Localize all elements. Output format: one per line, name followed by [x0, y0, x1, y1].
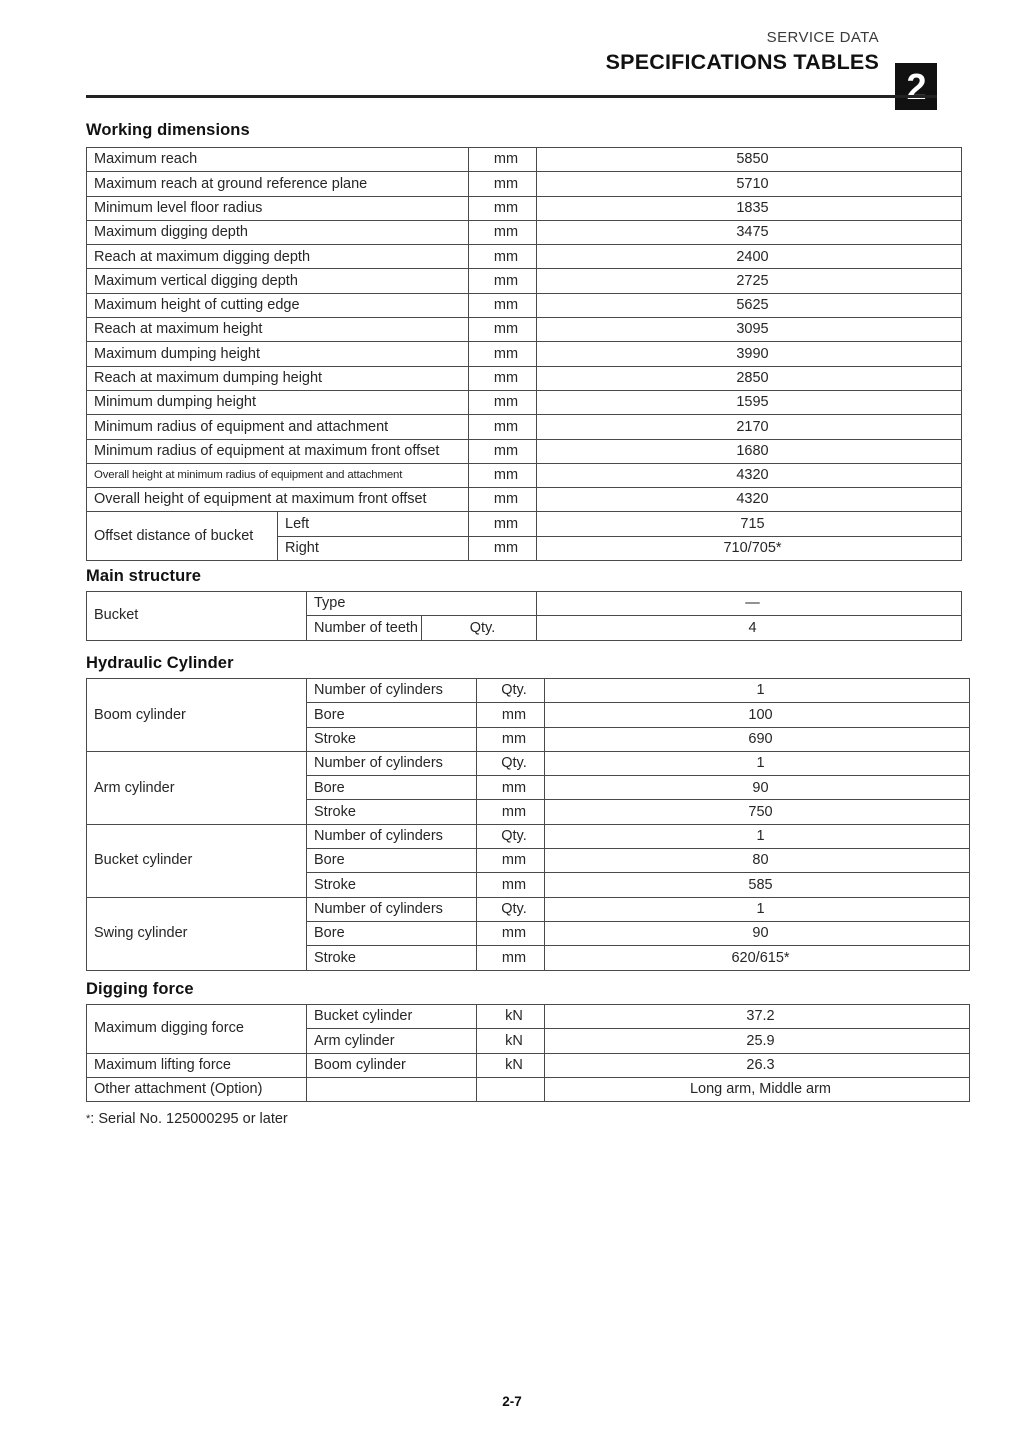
row-unit: mm	[469, 390, 537, 414]
row-label: Maximum lifting force	[87, 1053, 307, 1077]
page-number: 2-7	[502, 1394, 522, 1409]
table-row	[87, 463, 962, 487]
table-row	[87, 220, 962, 244]
table-row	[87, 318, 962, 342]
row-sublabel: Boom cylinder	[307, 1053, 477, 1077]
row-value: 5710	[537, 172, 962, 196]
header-title-block	[606, 30, 879, 74]
group-label: Bucket cylinder	[87, 824, 307, 897]
row-unit: Qty.	[422, 616, 537, 640]
row-unit	[477, 1077, 545, 1101]
row-sublabel: Stroke	[307, 946, 477, 970]
chapter-tab	[895, 63, 937, 110]
row-sublabel: Stroke	[307, 800, 477, 824]
row-unit: Qty.	[477, 751, 545, 775]
row-unit: kN	[477, 1029, 545, 1053]
group-label: Offset distance of bucket	[87, 512, 278, 561]
row-sublabel: Type	[307, 592, 537, 616]
header-divider	[86, 95, 937, 98]
row-value: 1835	[537, 196, 962, 220]
document-header	[86, 29, 937, 107]
table-row	[87, 897, 970, 921]
header-title: SPECIFICATIONS TABLES	[605, 50, 879, 74]
table-row	[87, 342, 962, 366]
table-row	[87, 415, 962, 439]
row-label: Maximum height of cutting edge	[87, 293, 469, 317]
row-value: 100	[545, 703, 970, 727]
row-unit: mm	[477, 727, 545, 751]
row-value: 90	[545, 921, 970, 945]
row-label: Maximum reach	[87, 148, 469, 172]
row-sublabel: Arm cylinder	[307, 1029, 477, 1053]
row-sublabel: Right	[278, 536, 469, 560]
section-title-digging-force: Digging force	[86, 980, 194, 998]
row-label: Maximum digging depth	[87, 220, 469, 244]
row-label: Other attachment (Option)	[87, 1077, 307, 1101]
chapter-tab-number: 2	[906, 65, 926, 107]
row-sublabel: Number of cylinders	[307, 679, 477, 703]
row-unit: mm	[477, 946, 545, 970]
row-unit: mm	[469, 488, 537, 512]
table-row	[87, 1077, 970, 1101]
row-unit: Qty.	[477, 679, 545, 703]
row-unit: kN	[477, 1053, 545, 1077]
header-subtitle: SERVICE DATA	[766, 29, 879, 46]
row-value: 37.2	[545, 1005, 970, 1029]
row-label: Maximum vertical digging depth	[87, 269, 469, 293]
table-row	[87, 679, 970, 703]
row-sublabel: Bore	[307, 849, 477, 873]
row-value: 25.9	[545, 1029, 970, 1053]
row-unit: mm	[469, 415, 537, 439]
table-row	[87, 293, 962, 317]
table-row	[87, 1053, 970, 1077]
row-unit: mm	[469, 245, 537, 269]
row-value: 2170	[537, 415, 962, 439]
table-row	[87, 1005, 970, 1029]
group-label: Bucket	[87, 592, 307, 641]
row-sublabel: Bucket cylinder	[307, 1005, 477, 1029]
table-row	[87, 592, 962, 616]
group-label: Maximum digging force	[87, 1005, 307, 1054]
row-unit: mm	[469, 220, 537, 244]
row-label: Reach at maximum dumping height	[87, 366, 469, 390]
row-value: 2725	[537, 269, 962, 293]
row-label: Maximum reach at ground reference plane	[87, 172, 469, 196]
table-row	[87, 269, 962, 293]
row-unit: mm	[469, 463, 537, 487]
section-title-main-structure: Main structure	[86, 567, 202, 585]
section-title-hydraulic-cylinder: Hydraulic Cylinder	[86, 654, 234, 672]
row-sublabel: Number of cylinders	[307, 824, 477, 848]
row-unit: mm	[469, 366, 537, 390]
table-row	[87, 366, 962, 390]
row-unit: mm	[477, 776, 545, 800]
row-label: Overall height at minimum radius of equipment and attachment	[87, 463, 469, 487]
row-value: 715	[537, 512, 962, 536]
row-value: 26.3	[545, 1053, 970, 1077]
row-value: 620/615*	[545, 946, 970, 970]
row-value: 5625	[537, 293, 962, 317]
row-unit: mm	[477, 873, 545, 897]
row-value: 710/705*	[537, 536, 962, 560]
row-unit: kN	[477, 1005, 545, 1029]
row-unit: mm	[477, 800, 545, 824]
row-value: 4320	[537, 488, 962, 512]
row-value: 90	[545, 776, 970, 800]
table-hydraulic-cylinder	[86, 678, 970, 971]
row-value: 5850	[537, 148, 962, 172]
row-value: 1	[545, 751, 970, 775]
table-row	[87, 488, 962, 512]
row-sublabel: Stroke	[307, 727, 477, 751]
table-main-structure	[86, 591, 962, 641]
row-label: Reach at maximum digging depth	[87, 245, 469, 269]
row-label: Minimum radius of equipment at maximum front offset	[87, 439, 469, 463]
table-working-dimensions	[86, 147, 962, 561]
row-value: 1680	[537, 439, 962, 463]
row-unit: Qty.	[477, 824, 545, 848]
row-value: 2400	[537, 245, 962, 269]
row-value: 2850	[537, 366, 962, 390]
group-label: Swing cylinder	[87, 897, 307, 970]
row-unit: mm	[469, 318, 537, 342]
row-unit: Qty.	[477, 897, 545, 921]
row-value: 4	[537, 616, 962, 640]
row-value: Long arm, Middle arm	[545, 1077, 970, 1101]
footnote-asterisk: *	[86, 1113, 91, 1125]
row-unit: mm	[469, 512, 537, 536]
table-row	[87, 512, 962, 536]
table-row	[87, 439, 962, 463]
row-value: 1	[545, 897, 970, 921]
table-row	[87, 148, 962, 172]
row-value: 690	[545, 727, 970, 751]
footnote-text: : Serial No. 125000295 or later	[90, 1111, 288, 1127]
row-unit: mm	[477, 849, 545, 873]
row-unit: mm	[469, 196, 537, 220]
row-value: 750	[545, 800, 970, 824]
row-value: 1595	[537, 390, 962, 414]
row-unit: mm	[477, 703, 545, 727]
row-value: 4320	[537, 463, 962, 487]
row-value: 80	[545, 849, 970, 873]
row-unit: mm	[469, 172, 537, 196]
row-sublabel: Stroke	[307, 873, 477, 897]
row-unit: mm	[469, 342, 537, 366]
row-unit: mm	[469, 293, 537, 317]
row-sublabel: Left	[278, 512, 469, 536]
row-label: Overall height of equipment at maximum front offset	[87, 488, 469, 512]
table-row	[87, 751, 970, 775]
row-unit: mm	[477, 921, 545, 945]
table-digging-force	[86, 1004, 970, 1102]
row-sublabel	[307, 1077, 477, 1101]
row-value: 3990	[537, 342, 962, 366]
row-label: Minimum dumping height	[87, 390, 469, 414]
row-sublabel: Number of cylinders	[307, 751, 477, 775]
row-value: —	[537, 592, 962, 616]
row-value: 3475	[537, 220, 962, 244]
row-value: 1	[545, 824, 970, 848]
row-sublabel: Number of teeth	[307, 616, 422, 640]
row-unit: mm	[469, 536, 537, 560]
row-sublabel: Bore	[307, 921, 477, 945]
row-unit: mm	[469, 148, 537, 172]
row-value: 1	[545, 679, 970, 703]
row-sublabel: Bore	[307, 776, 477, 800]
row-label: Reach at maximum height	[87, 318, 469, 342]
table-row	[87, 390, 962, 414]
row-value: 3095	[537, 318, 962, 342]
row-label: Minimum level floor radius	[87, 196, 469, 220]
group-label: Arm cylinder	[87, 751, 307, 824]
row-unit: mm	[469, 269, 537, 293]
table-row	[87, 824, 970, 848]
section-title-working-dimensions: Working dimensions	[86, 121, 250, 139]
row-sublabel: Number of cylinders	[307, 897, 477, 921]
table-row	[87, 172, 962, 196]
row-value: 585	[545, 873, 970, 897]
row-sublabel: Bore	[307, 703, 477, 727]
row-unit: mm	[469, 439, 537, 463]
table-row	[87, 196, 962, 220]
group-label: Boom cylinder	[87, 679, 307, 752]
row-label: Minimum radius of equipment and attachment	[87, 415, 469, 439]
footnote	[86, 1111, 288, 1127]
row-label: Maximum dumping height	[87, 342, 469, 366]
table-row	[87, 245, 962, 269]
